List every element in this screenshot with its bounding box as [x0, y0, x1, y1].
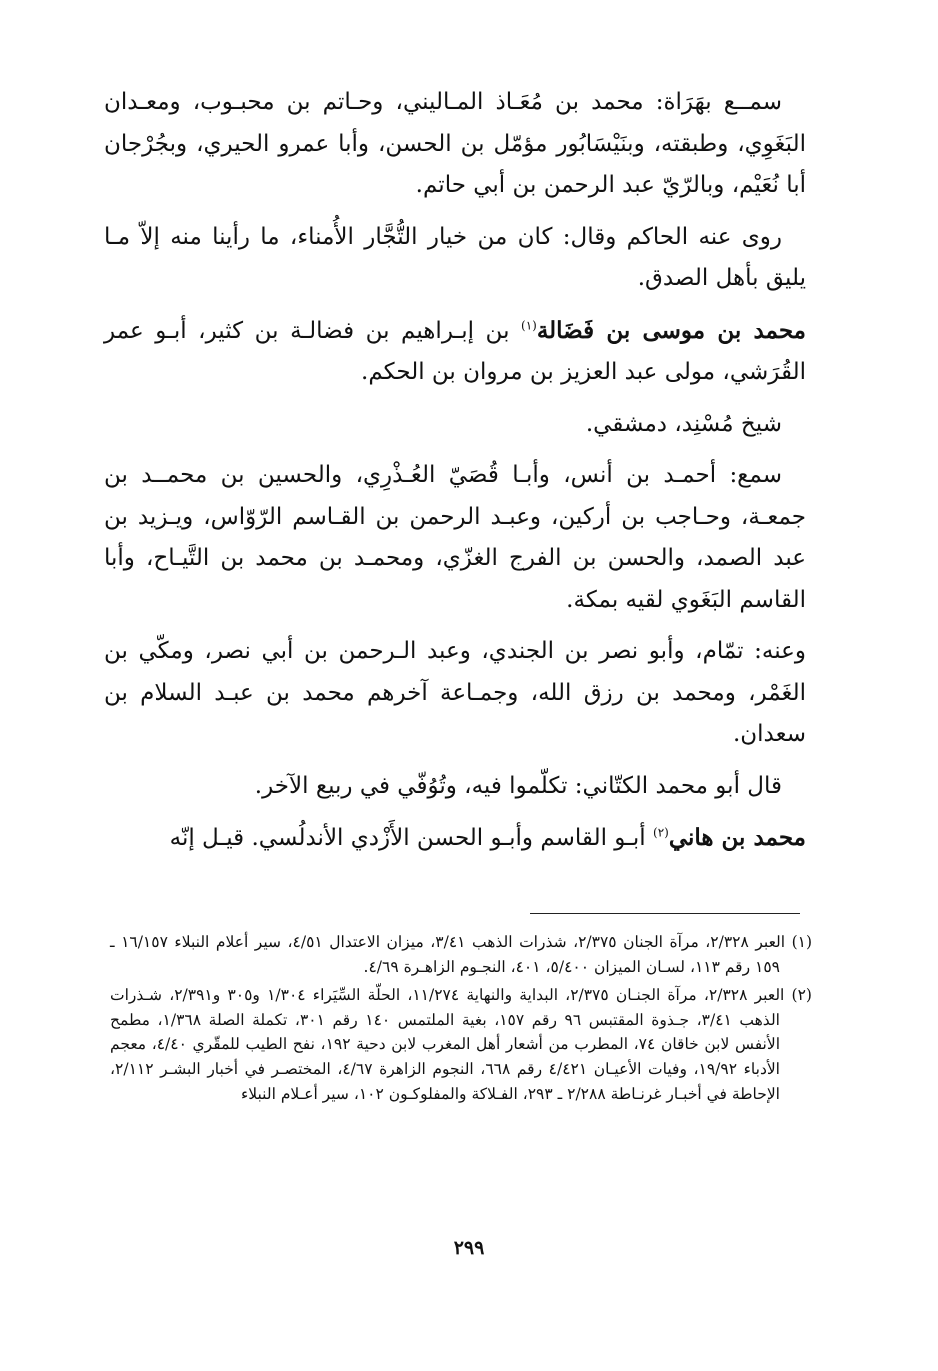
- footnote-ref-1[interactable]: (١): [521, 317, 537, 332]
- footnote-separator: [530, 913, 800, 914]
- paragraph-hakim-narration: روى عنه الحاكم وقال: كان من خيار التُّجَّار الأُمناء، ما رأينا منه إلاّ مـا يليق بأهل الصدق.: [104, 223, 806, 291]
- paragraph-kattani: قال أبو محمد الكتّاني: تكلّموا فيه، وتُوُفّي في ربيع الآخر.: [254, 772, 782, 799]
- paragraph-wa-anhu: وعنه: تمّام، وأبو نصر بن الجندي، وعبد الـرحمن بن أبي نصر، ومكّي بن الغَمْر، ومحمد بن رزق الله، وجمـاعة آخرهم محمد بن عبـد السلام بن سعدان.: [104, 638, 806, 747]
- main-text: [104, 82, 806, 870]
- footnote-1: (١) العبر ٢/٣٢٨، مرآة الجنان ٢/٣٧٥، شذرات الذهب ٣/٤١، ميزان الاعتدال ٤/٥١، سير أعلام النبلاء ١٦/١٥٧ ـ ١٥٩ رقم ١١٣، لسـان الميزان ٥/٤٠٠، ٤٠١، النجـوم الزاهـرة ٤/٦٩.: [110, 933, 813, 976]
- paragraph-samaa-herat: سمــع بهَرَاة: محمد بن مُعَـاذ المـاليني، وحـاتم بن محبـوب، ومعـدان البَغَوِي، وطبقته، وبنَيْسَابُور مؤمّل بن الحسن، وأبا عمرو الحيري، وبجُرْجان أبا نُعَيْم، وبالرّيّ عبد الرحمن بن أبي حاتم.: [104, 89, 806, 198]
- entry-name-musa-ibn-fadala: محمد بن موسى بن فَضَالة: [536, 316, 806, 344]
- entry-text-musa-ibn-fadala: بن إبـراهيم بن فضالـة بن كثير، أبـو عمر القُرَشي، مولى عبد العزيز بن مروان بن الحكم.: [104, 317, 806, 385]
- footnote-2: (٢) العبر ٢/٣٢٨، مرآة الجنـان ٢/٣٧٥، البداية والنهاية ١١/٢٧٤، الحلّة السِّيَراء ١/٣٠٤ و٣٠٥ و٢/٣٩١، شـذرات الذهب ٣/٤١، جـذوة المقتبس ٩٦ رقم ١٥٧، بغية الملتمس ١٤٠ رقم ٣٠١، تكملة الصلة ١/٣٦٨، مطمح الأنفس لابن خاقان ٧٤، المطرب من أشعار أهل المغرب لابن دحية ١٩٢، نفح الطيب للمقّري ٤/٤٠، معجم الأدباء ١٩/٩٢، وفيات الأعيـان ٤/٤٢١ رقم ٦٦٨، النجوم الزاهرة ٤/٦٧، المختصـر في أخبار البشـر ٢/١١٢، الإحاطة في أخبـار غرنـاطة ٢/٢٨٨ ـ ٢٩٣، الفـلاكة والمفلوكـون ١٠٢، سير أعـلام النبلاء: [110, 986, 812, 1103]
- entry-name-muhammad-ibn-hani: محمد بن هاني: [668, 824, 806, 851]
- footnotes: [110, 930, 812, 1110]
- paragraph-samaa-ahmad: سمع: أحمـد بن أنس، وأبـا قُصَيّ العُـذْرِي، والحسين بن محمــد بن جمعـة، وحـاجب بن أركين، وعبـد الرحمن بن القـاسم الرّوّاس، ويـزيد بن عبد الصمد، والحسن بن الفرج الغزّي، ومحمـد بن محمد بن التَّيـاح، وأبا القاسم البَغَوي لقيه بمكة.: [104, 462, 806, 613]
- paragraph-shaykh-musnid: شيخ مُسْنِد، دمشقي.: [585, 410, 782, 437]
- page-number: ٢٩٩: [453, 1237, 485, 1259]
- entry-muhammad-ibn-hani: [104, 817, 806, 860]
- footnote-ref-2[interactable]: (٢): [653, 825, 669, 840]
- entry-text-muhammad-ibn-hani: أبـو القاسم وأبـو الحسن الأَزْدي الأندلُسي. قيـل إنّه: [169, 825, 653, 851]
- entry-musa-ibn-fadala: [104, 310, 806, 394]
